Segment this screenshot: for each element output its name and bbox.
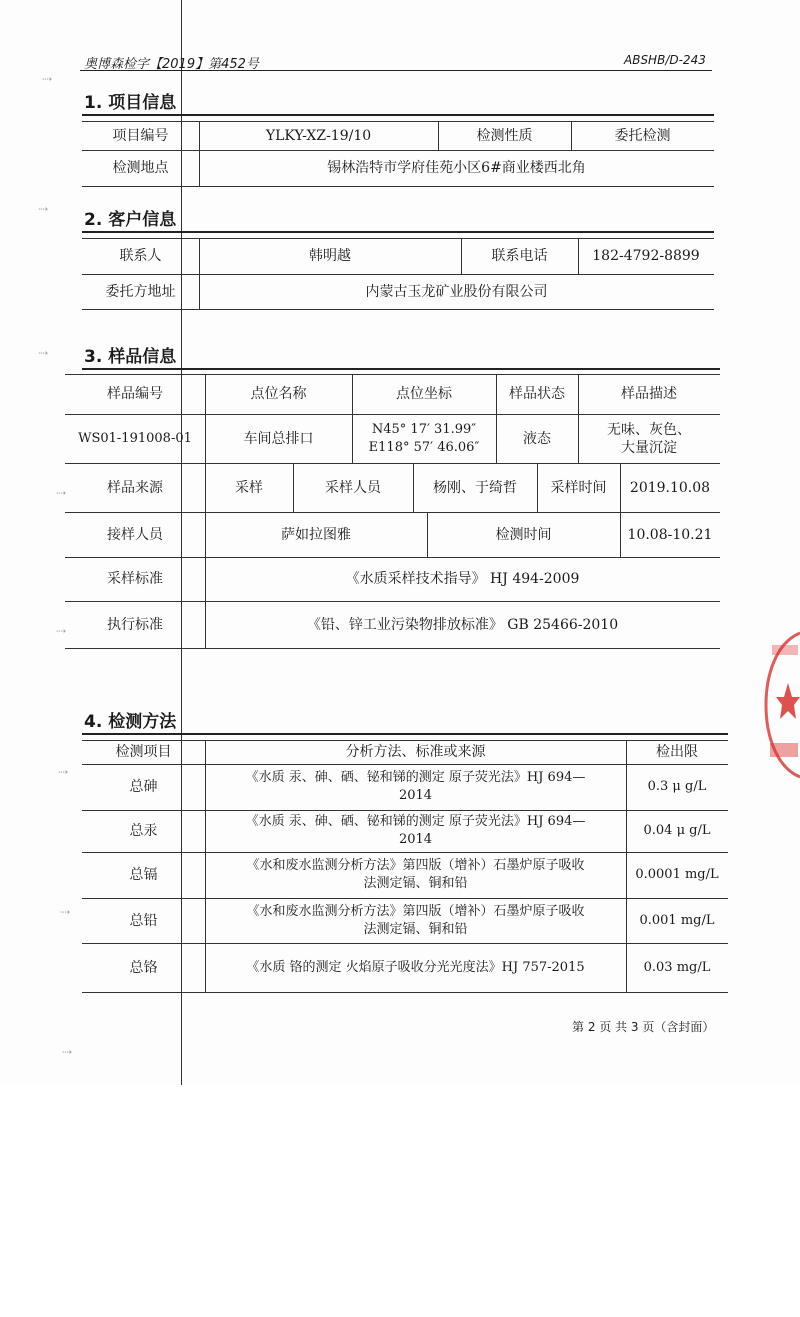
receiver-label: 接样人员 [107, 526, 163, 543]
site-value: 锡林浩特市学府佳苑小区6#商业楼西北角 [327, 160, 586, 176]
sampler-value: 杨刚、于绮哲 [433, 479, 517, 496]
table-row-limit: 0.001 mg/L [639, 912, 715, 928]
scan-mark-icon: ⇢ [56, 624, 67, 638]
scan-mark-icon: ⇢ [42, 72, 53, 86]
exec-standard-label: 执行标准 [107, 616, 163, 633]
site-label: 检测地点 [112, 160, 169, 176]
table-row-limit: 0.0001 mg/L [635, 867, 719, 882]
contact-label: 联系人 [119, 248, 162, 264]
col-header-method: 分析方法、标准或来源 [345, 744, 486, 760]
table-row-method [205, 810, 626, 852]
nature-label: 检测性质 [476, 127, 533, 144]
method-line-1: 《水质 汞、砷、硒、铋和锑的测定 原子荧光法》HJ 694— [245, 770, 586, 785]
point-name-value: 车间总排口 [243, 430, 314, 447]
scan-mark-icon: ⇢ [38, 346, 49, 360]
table-row-method: 《水质 铬的测定 火焰原子吸收分光光度法》HJ 757-2015 [246, 959, 585, 975]
source-label: 样品来源 [107, 479, 163, 496]
col-header-detection-limit: 检出限 [656, 744, 698, 760]
table-row-method [205, 898, 626, 943]
col-header-description: 样品描述 [621, 386, 677, 402]
receiver-value: 萨如拉图雅 [281, 526, 351, 543]
method-line-2: 法测定镉、铜和铅 [363, 876, 468, 891]
test-time-value: 10.08-10.21 [627, 526, 713, 543]
table-row-item: 总镉 [129, 867, 158, 883]
section-rule [82, 114, 714, 116]
table-row-method [205, 764, 626, 810]
address-label: 委托方地址 [105, 283, 176, 300]
scan-mark-icon: ⇢ [60, 905, 71, 919]
sample-id-value: WS01-191008-01 [78, 430, 192, 446]
col-header-test-item: 检测项目 [115, 744, 172, 760]
col-header-point-name: 点位名称 [250, 386, 307, 402]
project-no-label: 项目编号 [112, 127, 169, 144]
phone-value: 182-4792-8899 [592, 248, 700, 264]
scan-mark-icon: ⇢ [56, 486, 67, 500]
address-value: 内蒙古玉龙矿业股份有限公司 [365, 283, 548, 300]
scan-mark-icon: ⇢ [38, 202, 49, 216]
project-no-value: YLKY-XZ-19/10 [265, 127, 372, 144]
description-value [578, 414, 720, 463]
section-rule [82, 368, 720, 370]
description-line-1: 无味、灰色、 [607, 421, 691, 438]
method-line-2: 2014 [398, 832, 433, 847]
page-footer: 第 2 页 共 3 页（含封面） [572, 1020, 715, 1034]
document-code: ABSHB/D-243 [624, 53, 706, 67]
scan-mark-icon: ⇢ [62, 1045, 73, 1059]
method-line-1: 《水和废水监测分析方法》第四版（增补）石墨炉原子吸收 [246, 858, 585, 873]
table-row-item: 总汞 [129, 823, 158, 839]
sampling-standard-label: 采样标准 [107, 571, 163, 587]
section-title-sample: 3. 样品信息 [84, 347, 177, 367]
section-title-methods: 4. 检测方法 [84, 712, 177, 732]
exec-standard-value: 《铅、锌工业污染物排放标准》 GB 25466-2010 [306, 616, 619, 633]
sample-time-value: 2019.10.08 [629, 479, 711, 496]
state-value: 液态 [523, 430, 551, 447]
method-line-1: 《水和废水监测分析方法》第四版（增补）石墨炉原子吸收 [246, 903, 585, 919]
description-line-2: 大量沉淀 [621, 439, 677, 456]
method-line-2: 法测定镉、铜和铅 [363, 921, 468, 937]
method-line-1: 《水质 汞、砷、硒、铋和锑的测定 原子荧光法》HJ 694— [245, 814, 586, 829]
method-line-2: 2014 [398, 788, 433, 803]
col-header-state: 样品状态 [509, 386, 565, 402]
sampling-standard-value: 《水质采样技术指导》 HJ 494-2009 [345, 571, 580, 587]
table-row-item: 总砷 [129, 779, 158, 795]
section-title-project: 1. 项目信息 [84, 93, 177, 113]
table-row-item: 总铅 [129, 912, 158, 929]
coordinate-north: N45° 17′ 31.99″ [371, 421, 477, 437]
coordinate-east: E118° 57′ 46.06″ [368, 439, 480, 455]
table-row-limit: 0.04 μ g/L [643, 823, 711, 838]
seal-stamp-icon [758, 625, 800, 785]
sampler-label: 采样人员 [325, 479, 381, 496]
col-header-sample-id: 样品编号 [107, 386, 163, 402]
coordinates-value [352, 414, 496, 463]
nature-value: 委托检测 [614, 127, 671, 144]
col-header-coordinates: 点位坐标 [396, 386, 452, 402]
report-number: 奥博森检字【2019】第452号 [84, 57, 259, 72]
test-time-label: 检测时间 [495, 526, 552, 543]
table-row-method [205, 852, 626, 898]
contact-value: 韩明越 [309, 248, 351, 264]
header-rule [80, 70, 712, 71]
scan-mark-icon: ⇢ [58, 765, 69, 779]
table-row-limit: 0.03 mg/L [643, 959, 711, 975]
table-row-item: 总铬 [129, 959, 158, 976]
source-value: 采样 [235, 479, 263, 496]
sample-time-label: 采样时间 [550, 479, 607, 496]
section-title-client: 2. 客户信息 [84, 210, 177, 230]
phone-label: 联系电话 [491, 248, 548, 264]
section-rule [82, 231, 714, 233]
table-row-limit: 0.3 μ g/L [647, 779, 707, 794]
section-rule [82, 733, 728, 735]
